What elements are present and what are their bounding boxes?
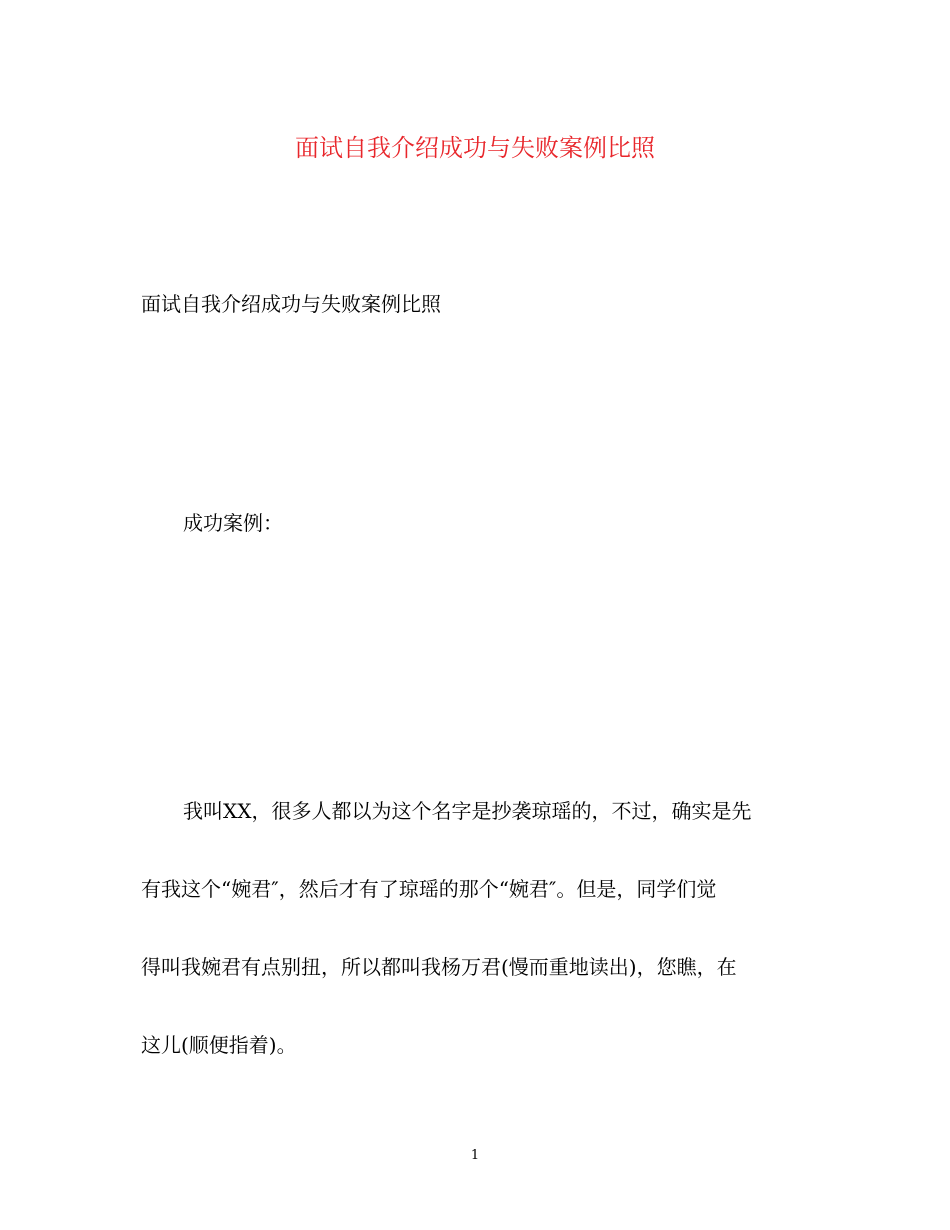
page-number: 1 (470, 1148, 480, 1163)
body-paragraph (141, 796, 813, 1108)
body-line: 我叫XX，很多人都以为这个名字是抄袭琼瑶的，不过，确实是先 (183, 799, 752, 823)
body-line: 有我这个“婉君″，然后才有了琼瑶的那个“婉君″。但是，同学们觉 (141, 877, 717, 901)
document-title: 面试自我介绍成功与失败案例比照 (295, 134, 655, 162)
document-subtitle: 面试自我介绍成功与失败案例比照 (141, 292, 441, 316)
section-heading: 成功案例： (183, 511, 283, 535)
body-line: 得叫我婉君有点别扭，所以都叫我杨万君(慢而重地读出)，您瞧，在 (141, 955, 737, 979)
body-line: 这儿(顺便指着)。 (141, 1033, 297, 1057)
